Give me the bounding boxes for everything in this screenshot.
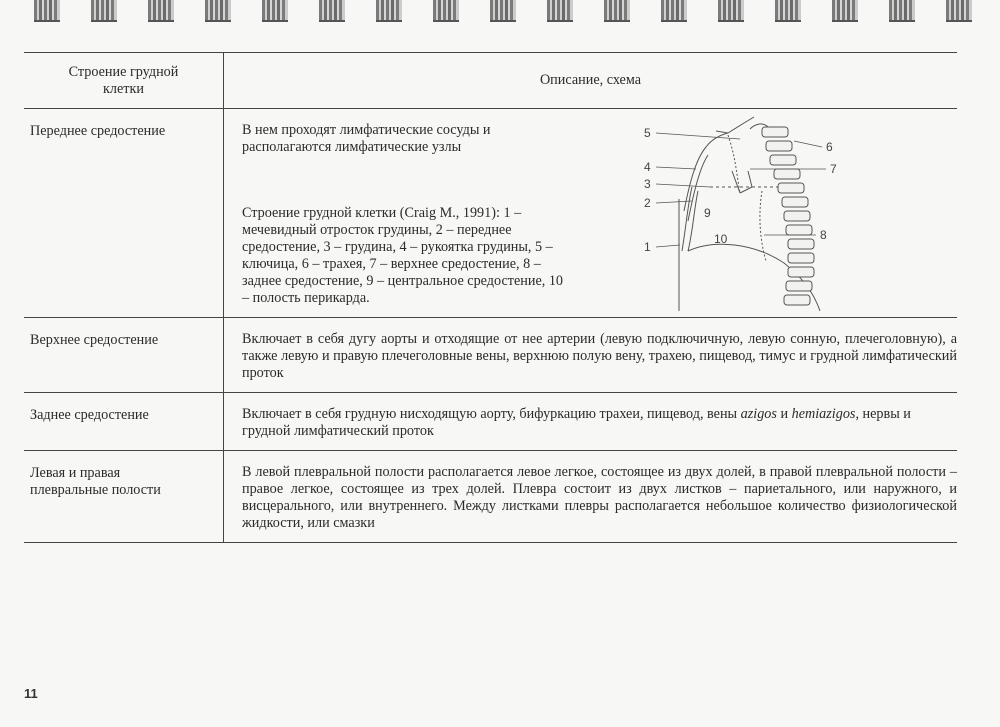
row-label-text: Левая и правая плевральные полости [30, 465, 161, 498]
page-number: 11 [24, 686, 38, 701]
binding-ring [433, 0, 459, 22]
diagram-label: 9 [704, 206, 711, 220]
binding-ring [490, 0, 516, 22]
spiral-binding [0, 0, 1000, 22]
binding-ring [205, 0, 231, 22]
binding-ring [604, 0, 630, 22]
chest-diagram [644, 111, 864, 311]
header-structure-label: Строение грудной клетки [68, 64, 179, 97]
table-row [24, 451, 957, 543]
binding-ring [34, 0, 60, 22]
binding-ring [148, 0, 174, 22]
table-row [24, 393, 957, 451]
diagram-label: 10 [714, 232, 728, 246]
row-label: Верхнее средостение [24, 318, 224, 393]
binding-ring [91, 0, 117, 22]
figure-caption: Строение грудной клетки (Craig M., 1991): 1 – мечевидный отросток грудины, 2 – переднее средостение, 3 – грудина, 4 – рукоятка грудины, 5 – ключица, 6 – трахея, 7 – верхнее средостение, 8 – заднее средостение, 9 – центральное средостение, 10 – полость перикарда. [242, 205, 564, 306]
diagram-label: 4 [644, 160, 651, 174]
term-hemiazigos: hemiazigos [791, 406, 856, 422]
binding-ring [718, 0, 744, 22]
row-label [24, 451, 224, 543]
header-description: Описание, схема [224, 53, 958, 109]
diagram-label: 2 [644, 196, 651, 210]
binding-ring [547, 0, 573, 22]
row-text-after: , нервы и грудной лимфатический проток [242, 406, 911, 439]
table-row [24, 109, 957, 318]
row-description: Включает в себя дугу аорты и отходящие от нее артерии (левую подключичную, левую сонную, плечеголовную), а также левую и правую плечеголовные вены, верхнюю полую вену, трахею, пищевод, тимус и грудной лимфатический проток [224, 318, 958, 393]
diagram-label: 1 [644, 240, 651, 254]
row-text: В нем проходят лимфатические сосуды и располагаются лимфатические узлы [242, 122, 491, 155]
binding-ring [775, 0, 801, 22]
header-structure [24, 53, 224, 109]
mediastinum-table [24, 52, 957, 543]
binding-ring [889, 0, 915, 22]
row-description: В левой плевральной полости располагается левое легкое, состоящее из двух долей, в правой плевральной полости – правое легкое, состоящее из трех долей. Плевра состоит из двух листков – париетального, или наружного, и висцерального, или внутреннего. Между листками плевры располагается небольшое количество физиологической жидкости, или смазки [224, 451, 958, 543]
diagram-label: 3 [644, 177, 651, 191]
row-description [224, 393, 958, 451]
row-text-before: Включает в себя грудную нисходящую аорту, бифуркацию трахеи, пищевод, вены [242, 406, 738, 422]
binding-ring [832, 0, 858, 22]
binding-ring [946, 0, 972, 22]
table-header-row [24, 53, 957, 109]
table-row [24, 318, 957, 393]
row-label: Заднее средостение [24, 393, 224, 451]
diagram-label: 5 [644, 126, 651, 140]
term-azigos: azigos [740, 406, 777, 422]
diagram-label: 7 [830, 162, 837, 176]
row-description [224, 109, 958, 318]
binding-ring [376, 0, 402, 22]
binding-ring [319, 0, 345, 22]
conjunction: и [780, 406, 789, 422]
binding-ring [661, 0, 687, 22]
diagram-label: 6 [826, 140, 833, 154]
binding-ring [262, 0, 288, 22]
row-label: Переднее средостение [24, 109, 224, 318]
diagram-label: 8 [820, 228, 827, 242]
